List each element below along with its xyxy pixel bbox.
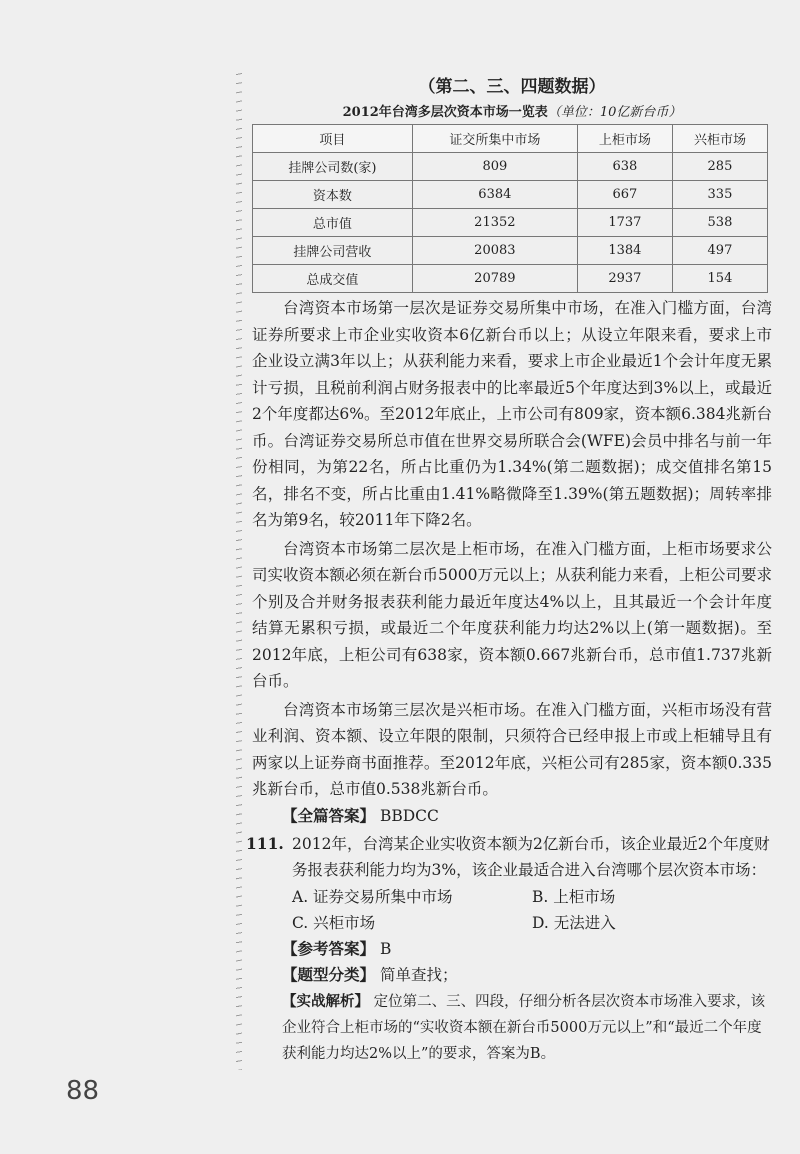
table-cell: 2937 bbox=[577, 265, 672, 293]
option: D. 无法进入 bbox=[532, 913, 616, 932]
table-caption bbox=[252, 101, 772, 120]
table-cell: 638 bbox=[577, 153, 672, 181]
type-classification-value: 简单查找； bbox=[379, 965, 458, 984]
table-cell: 1737 bbox=[577, 209, 672, 237]
table-header-cell: 项目 bbox=[253, 125, 413, 153]
full-answer-tag: 【全篇答案】 bbox=[282, 805, 376, 825]
table-cell: 21352 bbox=[412, 209, 577, 237]
table-cell: 667 bbox=[577, 181, 672, 209]
table-cell: 6384 bbox=[412, 181, 577, 209]
full-answer bbox=[282, 803, 772, 829]
option: A. 证券交易所集中市场 bbox=[292, 887, 453, 906]
table-cell: 497 bbox=[672, 237, 767, 265]
table-header-cell: 证交所集中市场 bbox=[412, 125, 577, 153]
table-cell: 285 bbox=[672, 153, 767, 181]
analysis-tag: 【实战解析】 bbox=[282, 992, 369, 1010]
table-cell: 资本数 bbox=[253, 181, 413, 209]
question-number: 111. bbox=[246, 833, 284, 853]
table-cell: 总成交值 bbox=[253, 265, 413, 293]
type-classification-tag: 【题型分类】 bbox=[282, 964, 376, 984]
full-answer-value: BBDCC bbox=[379, 806, 439, 825]
option: B. 上柜市场 bbox=[532, 887, 616, 906]
table-header-cell: 兴柜市场 bbox=[672, 125, 767, 153]
table-row bbox=[253, 209, 768, 237]
content bbox=[246, 72, 773, 1067]
reference-answer-value: B bbox=[379, 939, 392, 958]
table-cell: 20083 bbox=[412, 237, 577, 265]
section-title: （第二、三、四题数据） bbox=[418, 77, 606, 97]
paragraph: 台湾资本市场第三层次是兴柜市场。在准入门槛方面，兴柜市场没有营业利润、资本额、设立年限的限制，只须符合已经申报上市或上柜辅导且有两家以上证券商书面推荐。至2012年底，兴柜公司有285家，资本额0.335兆新台币，总市值0.538兆新台币。 bbox=[252, 700, 773, 798]
question bbox=[246, 831, 772, 884]
table-row bbox=[253, 181, 768, 209]
paragraph: 台湾资本市场第二层次是上柜市场，在准入门槛方面，上柜市场要求公司实收资本额必须在新台币5000万元以上；从获利能力来看，上柜公司要求个别及合并财务报表获利能力最近年度达4%以上，且其最近一个会计年度结算无累积亏损，或最近二个年度获利能力均达2%以上(第一题数据)。至2012年底，上柜公司有638家，资本额0.667兆新台币，总市值1.737兆新台币。 bbox=[252, 539, 772, 690]
table-row bbox=[253, 153, 768, 181]
data-table bbox=[252, 124, 768, 293]
table-unit: （单位：10亿新台币） bbox=[547, 105, 682, 120]
table-header-row bbox=[253, 125, 768, 153]
analysis bbox=[252, 989, 772, 1067]
paragraph: 台湾资本市场第一层次是证券交易所集中市场，在准入门槛方面，台湾证券所要求上市企业实收资本6亿新台币以上；从设立年限来看，要求上市企业设立满3年以上；从获利能力来看，要求上市企业最近1个会计年度无累计亏损，且税前利润占财务报表中的比率最近5个年度达到3%以上，或最近2个年度都达6%。至2012年底止，上市公司有809家，资本额6.384兆新台币。台湾证券交易所总市值在世界交易所联合会(WFE)会员中排名与前一年份相同，为第22名，所占比重仍为1.34%(第二题数据)；成交值排名第15名，排名不变，所占比重由1.41%略微降至1.39%(第五题数据)；周转率排名为第9名，较2011年下降2名。 bbox=[252, 299, 772, 529]
table-row bbox=[253, 265, 768, 293]
option: C. 兴柜市场 bbox=[292, 913, 376, 932]
type-classification bbox=[282, 962, 772, 988]
reference-answer bbox=[282, 936, 772, 962]
question-text: 2012年，台湾某企业实收资本额为2亿新台币，该企业最近2个年度财务报表获利能力均为3%，该企业最适合进入台湾哪个层次资本市场： bbox=[292, 834, 770, 879]
table-header-cell: 上柜市场 bbox=[577, 125, 672, 153]
question-options bbox=[252, 884, 772, 936]
table-cell: 挂牌公司数(家) bbox=[253, 153, 413, 181]
page-number: 88 bbox=[66, 1076, 100, 1106]
analysis-text: 定位第二、三、四段，仔细分析各层次资本市场准入要求，该企业符合上柜市场的“实收资本额在新台币5000万元以上”和“最近二个年度获利能力均达2%以上”的要求，答案为B。 bbox=[282, 993, 766, 1062]
reference-answer-tag: 【参考答案】 bbox=[282, 938, 376, 958]
table-cell: 335 bbox=[672, 181, 767, 209]
table-cell: 20789 bbox=[412, 265, 577, 293]
table-cell: 挂牌公司营收 bbox=[253, 237, 413, 265]
table-cell: 809 bbox=[412, 153, 577, 181]
table-row bbox=[253, 237, 768, 265]
table-cell: 1384 bbox=[577, 237, 672, 265]
analysis-body bbox=[252, 989, 772, 1067]
table-cell: 538 bbox=[672, 209, 767, 237]
decorative-border bbox=[236, 70, 242, 1070]
table-caption-text: 2012年台湾多层次资本市场一览表 bbox=[342, 105, 548, 120]
table-cell: 154 bbox=[672, 265, 767, 293]
table-cell: 总市值 bbox=[253, 209, 413, 237]
